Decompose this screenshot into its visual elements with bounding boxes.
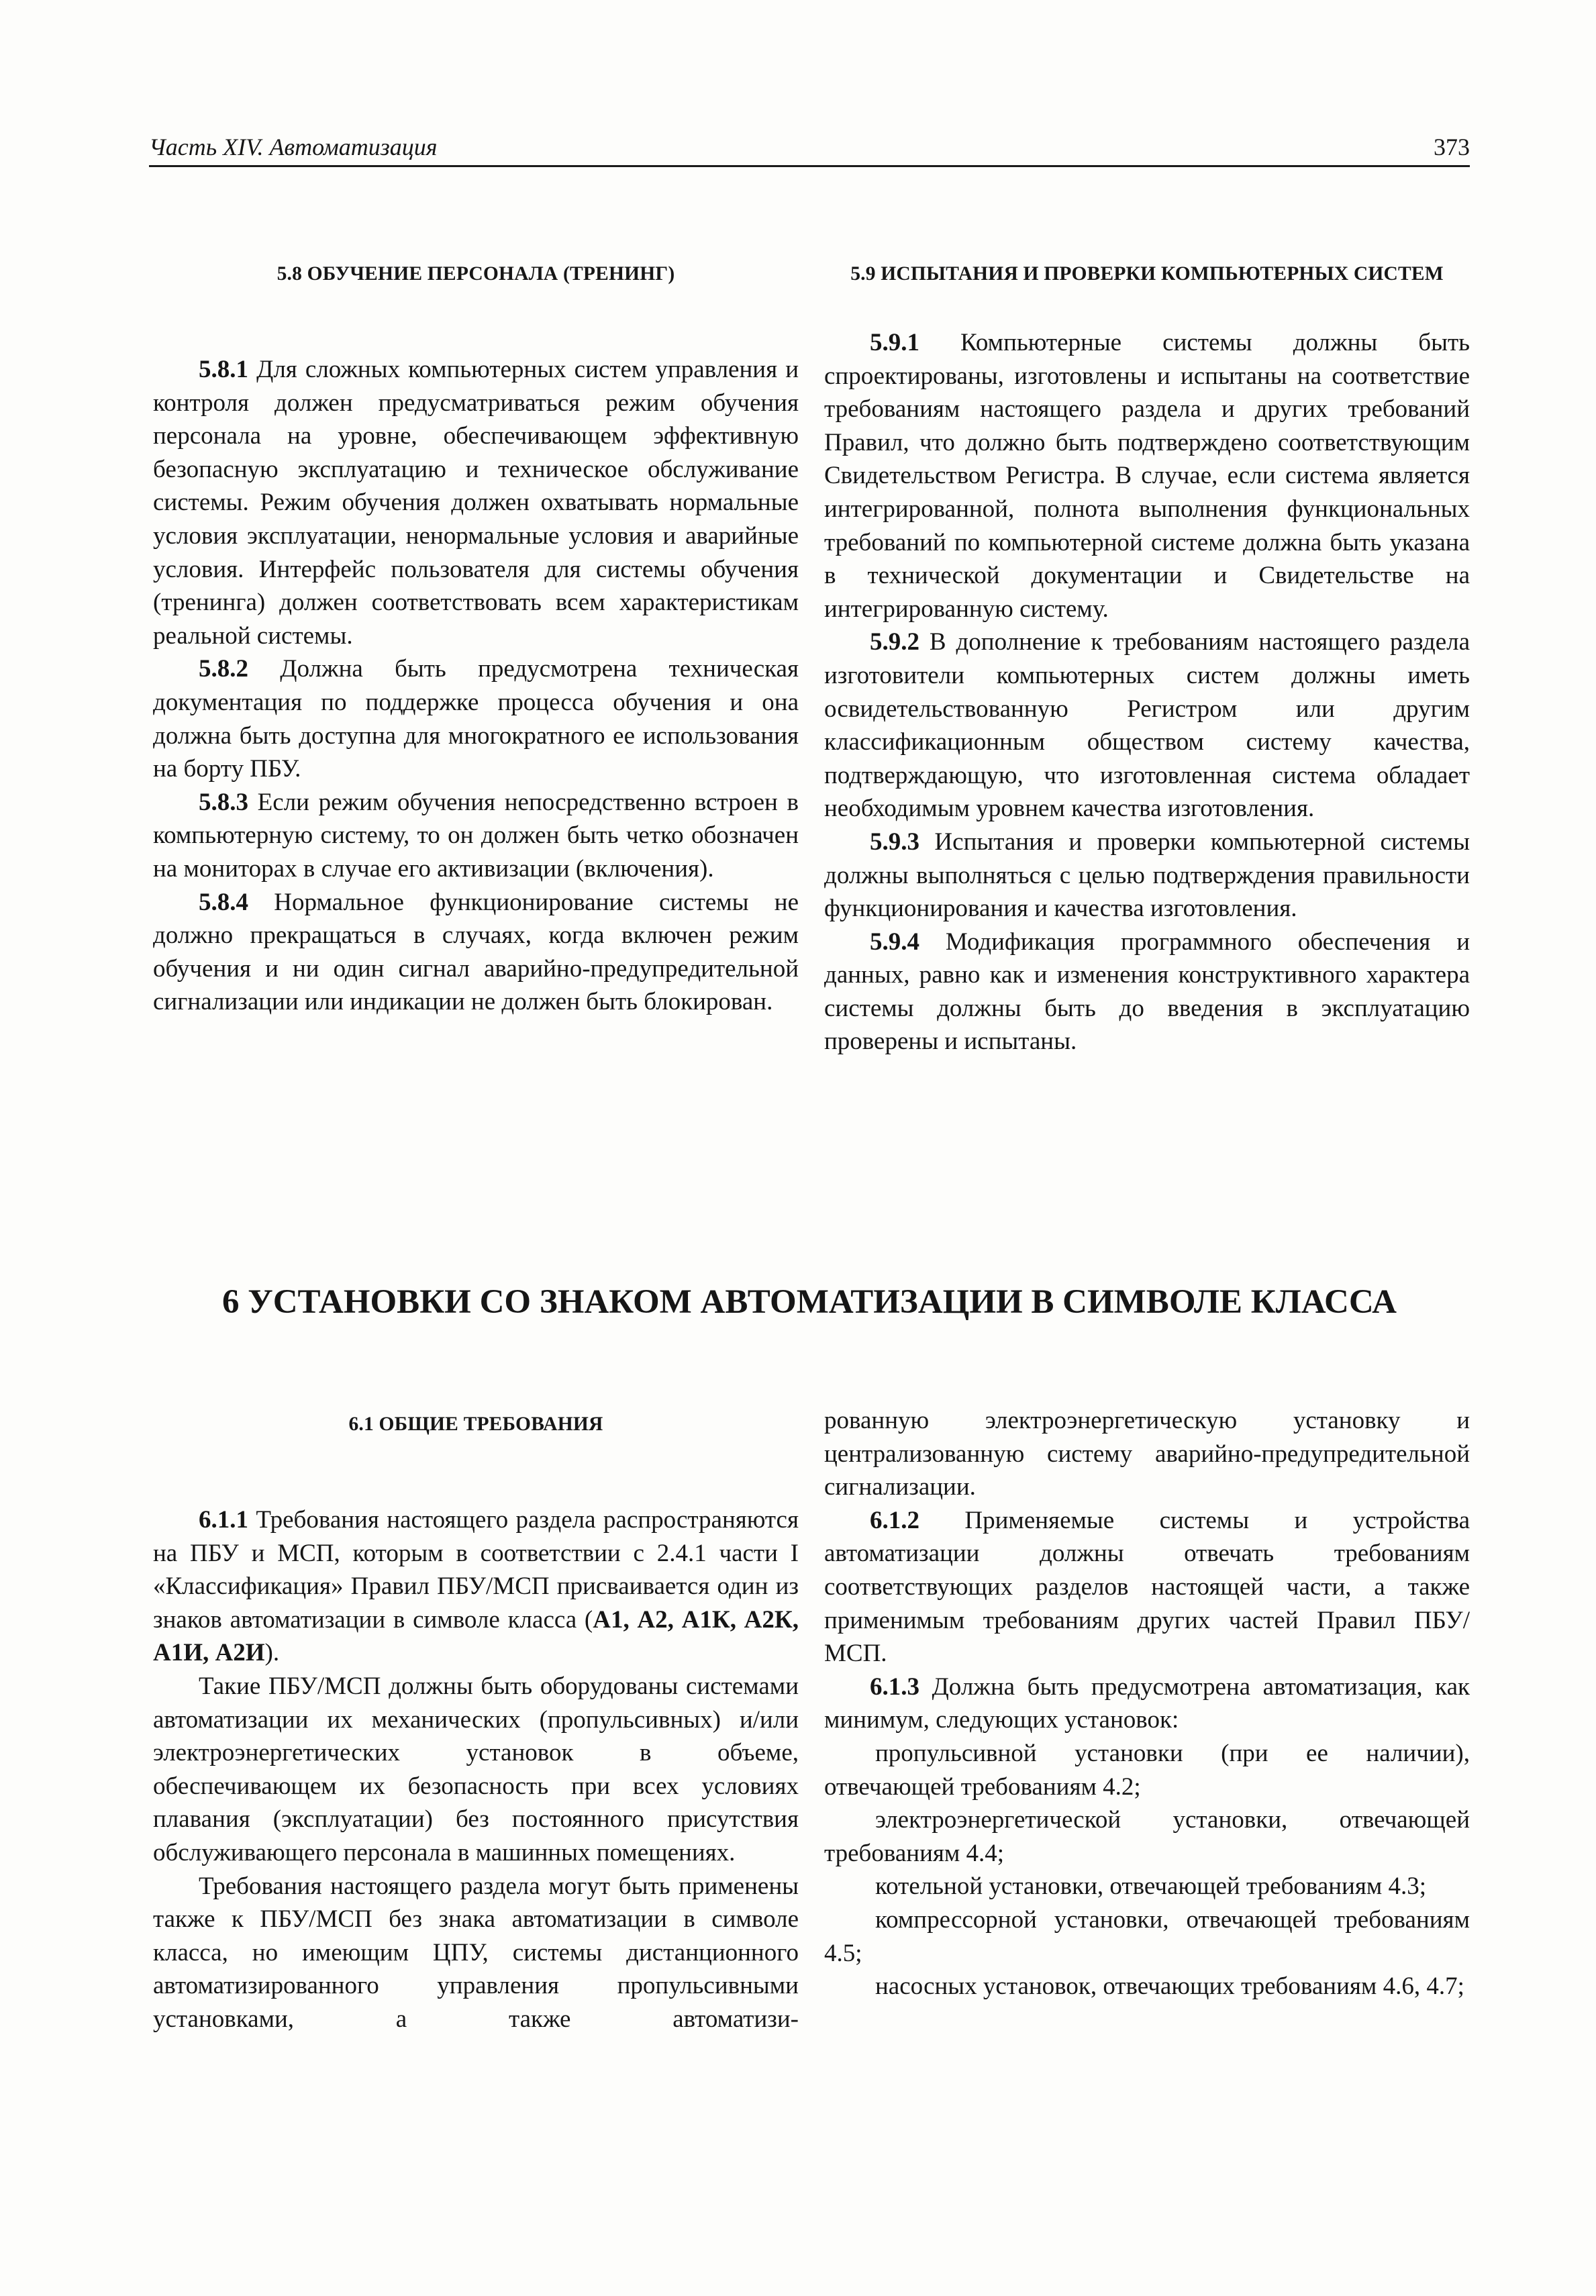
paragraph-5-8-1 [153,353,799,652]
clause-text: Должна быть предусмотрена техническая документация по поддержке процесса обучения и она должна быть доступна для многократного ее использования на борту ПБУ. [153,655,799,783]
clause-number: 5.9.3 [870,828,919,856]
list-item: пропульсивной установки (при ее наличии), отвечающей требованиям 4.2; [824,1739,1470,1801]
paragraph-5-9-4 [824,926,1470,1058]
clause-number: 5.8.4 [199,888,248,916]
paragraph-5-8-4 [153,886,799,1019]
list-item: насосных установок, отвечающих требованиям 4.6, 4.7; [875,1973,1464,2001]
clause-text: Должна быть предусмотрена автоматизация, как минимум, следующих установок: [824,1673,1470,1734]
clause-text: Для сложных компьютерных систем управления и контроля должен предусматриваться режим обучения персонала на уровне, обеспечивающем эффективную безопасную эксплуатацию и техническое обслуживание системы. Режим обучения должен охватывать нормальные условия эксплуатации, ненормальные условия и аварийные условия. Интерфейс пользователя для системы обучения (тренинга) должен соответствовать всем характеристикам реальной системы. [153,356,799,650]
clause-number: 5.8.1 [199,356,248,383]
list-item: компрессорной установки, отвечающей требованиям 4.5; [824,1905,1470,1967]
clause-number: 6.1.1 [199,1506,248,1534]
section-title-5-8: 5.8 ОБУЧЕНИЕ ПЕРСОНАЛА (ТРЕНИНГ) [277,263,675,285]
paragraph-6-1-1 [153,1503,799,1670]
paragraph-6-1-1-c-continued: рованную электроэнергетическую установку и централизованную систему аварийно-предупредительной сигнализации. [824,1407,1470,1501]
section-6-1-right [824,1404,1470,2003]
clause-number: 5.9.2 [870,628,919,656]
clause-text: Требования настоящего раздела распространяются на ПБУ и МСП, которым в соответствии с 2.4.1 части I «Классификация» Правил ПБУ/МСП присваивается один из знаков автоматизации в символе класса ( [153,1506,799,1634]
running-title: Часть XIV. Автоматизация [149,134,438,160]
clause-number: 5.9.1 [870,329,919,356]
section-5-9 [824,260,1470,1058]
paragraph-5-8-2 [153,652,799,785]
clause-number: 5.8.2 [199,655,248,683]
header-rule [149,165,1470,167]
clause-text: Испытания и проверки компьютерной системы должны выполняться с целью подтверждения правильности функционирования и качества изготовления. [824,828,1470,923]
automation-symbols: А1, А2, А1К, А2К, А1И, А2И [153,1605,799,1667]
clause-text: Применяемые системы и устройства автоматизации должны отвечать требованиям соответствующих разделов настоящей части, а также применимым требованиям других частей Правил ПБУ/МСП. [824,1506,1470,1668]
clause-text: Модификация программного обеспечения и данных, равно как и изменения конструктивного характера системы должны быть до введения в эксплуатацию проверены и испытаны. [824,928,1470,1056]
paragraph-6-1-1-c: Требования настоящего раздела могут быть применены также к ПБУ/МСП без знака автоматизации в символе класса, но имеющим ЦПУ, системы дистанционного автоматизированного управления пропульсивными установками, а также автоматизи- [153,1872,799,2033]
section-title-6-1: 6.1 ОБЩИЕ ТРЕБОВАНИЯ [348,1413,603,1435]
section-6-1-left [153,1411,799,2036]
paragraph-5-8-3 [153,786,799,886]
section-5-8 [153,260,799,1019]
clause-number: 5.8.3 [199,788,248,816]
clause-text: В дополнение к требованиям настоящего раздела изготовители компьютерных систем должны иметь освидетельствованную Регистром или другим классификационным обществом систему качества, подтверждающую, что изготовленная система обладает необходимым уровнем качества изготовления. [824,628,1470,823]
paragraph-6-1-1-b: Такие ПБУ/МСП должны быть оборудованы системами автоматизации их механических (пропульсивных) и/или электроэнергетических установок в объеме, обеспечивающем их безопасность при всех условиях плавания (эксплуатации) без постоянного присутствия обслуживающего персонала в машинных помещениях. [153,1672,799,1866]
paragraph-5-9-3 [824,826,1470,926]
page-number: 373 [1434,134,1470,160]
clause-text: Нормальное функционирование системы не должно прекращаться в случаях, когда включен режим обучения и ни один сигнал аварийно-предупредительной сигнализации или индикации не должен быть блокирован. [153,888,799,1016]
clause-tail: ). [264,1639,280,1667]
paragraph-5-9-1 [824,326,1470,626]
list-item: электроэнергетической установки, отвечающей требованиям 4.4; [824,1806,1470,1867]
clause-number: 6.1.3 [870,1673,919,1701]
section-title-5-9: 5.9 ИСПЫТАНИЯ И ПРОВЕРКИ КОМПЬЮТЕРНЫХ СИСТЕМ [850,263,1444,285]
paragraph-6-1-3 [824,1670,1470,1737]
clause-number: 5.9.4 [870,928,919,956]
clause-text: Компьютерные системы должны быть спроектированы, изготовлены и испытаны на соответствие требованиям настоящего раздела и других требований Правил, что должно быть подтверждено соответствующим Свидетельством Регистра. В случае, если система является интегрированной, полнота выполнения функциональных требований по компьютерной системе должна быть указана в технической документации и Свидетельстве на интегрированную систему. [824,329,1470,623]
running-header [149,132,1470,162]
paragraph-6-1-2 [824,1504,1470,1670]
chapter-title-6: 6 УСТАНОВКИ СО ЗНАКОМ АВТОМАТИЗАЦИИ В СИМВОЛЕ КЛАССА [222,1283,1397,1321]
clause-number: 6.1.2 [870,1506,919,1534]
clause-text: Если режим обучения непосредственно встроен в компьютерную систему, то он должен быть четко обозначен на мониторах в случае его активизации (включения). [153,788,799,883]
list-item: котельной установки, отвечающей требованиям 4.3; [875,1873,1427,1901]
paragraph-5-9-2 [824,626,1470,826]
